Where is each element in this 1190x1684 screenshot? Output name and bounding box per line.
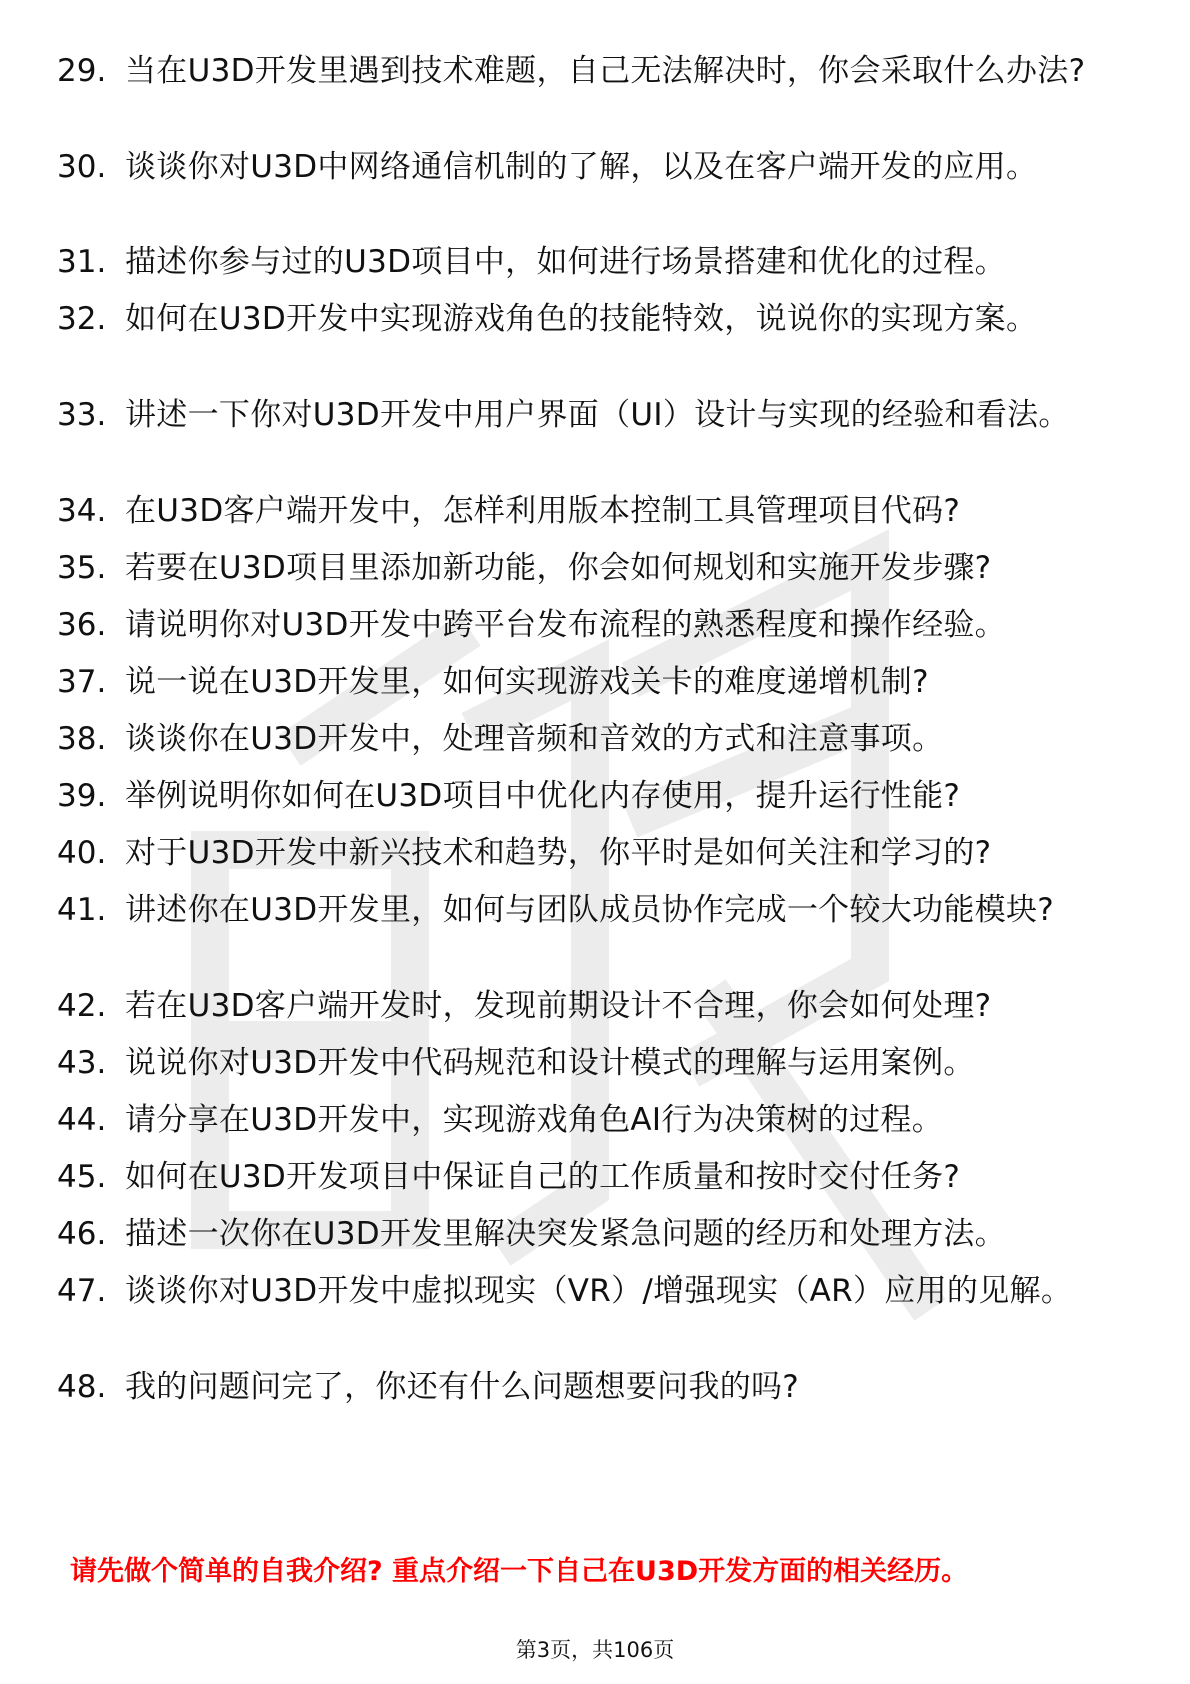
question-number: 30.	[57, 149, 107, 185]
question-number: 38.	[57, 721, 107, 757]
question-text: 谈谈你在U3D开发中，处理音频和音效的方式和注意事项。	[125, 721, 944, 757]
question-text: 描述你参与过的U3D项目中，如何进行场景搭建和优化的过程。	[125, 244, 1006, 280]
question-text: 若要在U3D项目里添加新功能，你会如何规划和实施开发步骤?	[125, 550, 992, 586]
question-number: 40.	[57, 835, 107, 871]
question-number: 32.	[57, 301, 107, 337]
question-number: 46.	[57, 1216, 107, 1252]
question-text: 讲述你在U3D开发里，如何与团队成员协作完成一个较大功能模块?	[125, 892, 1055, 928]
question-text: 对于U3D开发中新兴技术和趋势，你平时是如何关注和学习的?	[125, 835, 992, 871]
question-text: 谈谈你对U3D开发中虚拟现实（VR）/增强现实（AR）应用的见解。	[125, 1273, 1073, 1309]
question-item	[0, 300, 1190, 390]
question-item	[0, 891, 1190, 981]
question-text: 说说你对U3D开发中代码规范和设计模式的理解与运用案例。	[125, 1045, 975, 1081]
question-text: 举例说明你如何在U3D项目中优化内存使用，提升运行性能?	[125, 778, 961, 814]
question-number: 33.	[57, 397, 107, 433]
question-number: 41.	[57, 892, 107, 928]
question-number: 47.	[57, 1273, 107, 1309]
question-number: 31.	[57, 244, 107, 280]
question-item	[0, 52, 1190, 142]
question-number: 44.	[57, 1102, 107, 1138]
question-text: 请分享在U3D开发中，实现游戏角色AI行为决策树的过程。	[125, 1102, 944, 1138]
question-number: 34.	[57, 493, 107, 529]
question-text: 当在U3D开发里遇到技术难题，自己无法解决时，你会采取什么办法?	[125, 53, 1086, 89]
question-number: 45.	[57, 1159, 107, 1195]
question-number: 39.	[57, 778, 107, 814]
question-number: 42.	[57, 988, 107, 1024]
question-text: 如何在U3D开发项目中保证自己的工作质量和按时交付任务?	[125, 1159, 961, 1195]
question-number: 37.	[57, 664, 107, 700]
question-text: 说一说在U3D开发里，如何实现游戏关卡的难度递增机制?	[125, 664, 929, 700]
question-item	[0, 396, 1190, 486]
question-item	[0, 148, 1190, 238]
question-number: 35.	[57, 550, 107, 586]
question-text: 我的问题问完了，你还有什么问题想要问我的吗?	[125, 1369, 800, 1405]
highlight-prompt: 请先做个简单的自我介绍? 重点介绍一下自己在U3D开发方面的相关经历。	[70, 1556, 969, 1587]
question-text: 谈谈你对U3D中网络通信机制的了解，以及在客户端开发的应用。	[125, 149, 1038, 185]
question-text: 在U3D客户端开发中，怎样利用版本控制工具管理项目代码?	[125, 493, 961, 529]
question-item	[0, 1272, 1190, 1362]
question-text: 若在U3D客户端开发时，发现前期设计不合理，你会如何处理?	[125, 988, 992, 1024]
page-number: 第3页，共106页	[515, 1638, 675, 1662]
question-item	[0, 1368, 1190, 1458]
question-text: 如何在U3D开发中实现游戏角色的技能特效，说说你的实现方案。	[125, 301, 1038, 337]
question-number: 29.	[57, 53, 107, 89]
question-number: 36.	[57, 607, 107, 643]
question-text: 描述一次你在U3D开发里解决突发紧急问题的经历和处理方法。	[125, 1216, 1006, 1252]
question-text: 请说明你对U3D开发中跨平台发布流程的熟悉程度和操作经验。	[125, 607, 1006, 643]
question-number: 48.	[57, 1369, 107, 1405]
question-number: 43.	[57, 1045, 107, 1081]
question-text: 讲述一下你对U3D开发中用户界面（UI）设计与实现的经验和看法。	[125, 397, 1070, 433]
